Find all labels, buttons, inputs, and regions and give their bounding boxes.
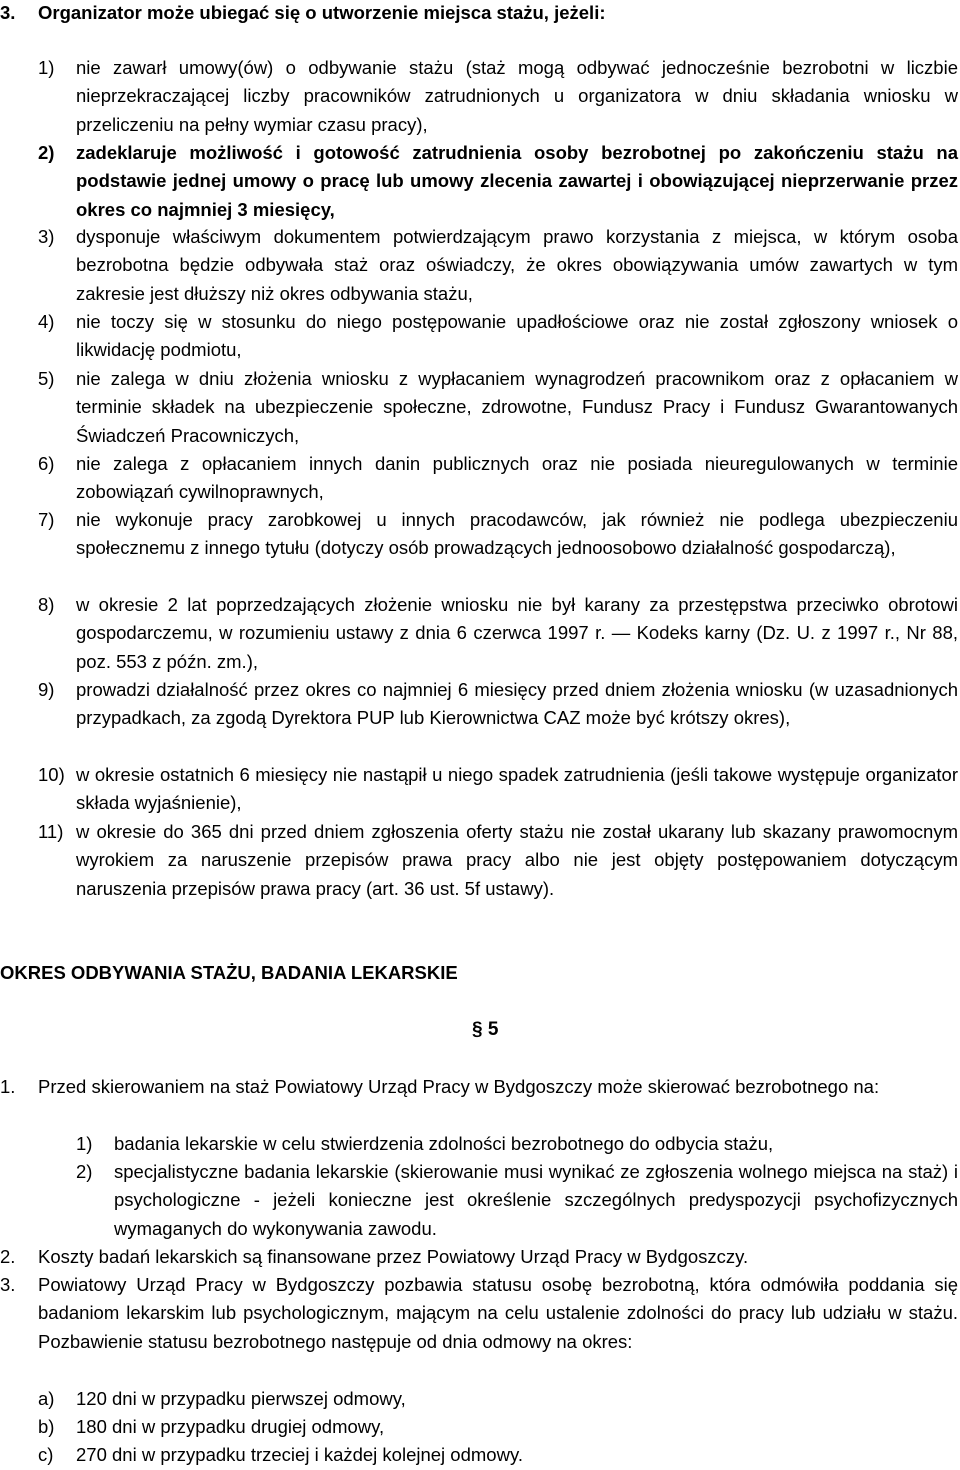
list-item-text: nie toczy się w stosunku do niego postępowanie upadłościowe oraz nie został zgłoszony wniosek o likwidację podmiotu,: [76, 311, 958, 361]
section-3-title-row: [0, 0, 960, 27]
list-item: [38, 450, 958, 507]
point-text: Powiatowy Urząd Pracy w Bydgoszczy pozbawia statusu osobę bezrobotną, która odmówiła poddania się badaniom lekarskim lub psychologicznym, mającym na celu ustalenie zdolności do pracy lub udziału w stażu. Pozbawienie statusu bezrobotnego następuje od dnia odmowy na okres:: [38, 1274, 958, 1352]
list-item-number: 7): [38, 509, 55, 530]
list-item-text: w okresie do 365 dni przed dniem zgłoszenia oferty stażu nie został ukarany lub skazany prawomocnym wyrokiem za naruszenie przepisów prawa pracy albo nie jest objęty postępowaniem dotyczącym naruszenia przepisów prawa pracy (art. 36 ust. 5f ustawy).: [76, 821, 958, 899]
point-number: 1.: [0, 1076, 16, 1097]
point-number: 3.: [0, 1274, 16, 1295]
sub-item-number: c): [38, 1444, 54, 1465]
list-item-number: 2): [38, 142, 55, 163]
sub-item: [38, 1441, 938, 1469]
sub-item-text: 180 dni w przypadku drugiej odmowy,: [76, 1416, 385, 1437]
sub-item-number: b): [38, 1416, 55, 1437]
list-item: [38, 223, 958, 308]
sub-item: [38, 1385, 938, 1413]
section-heading: OKRES ODBYWANIA STAŻU, BADANIA LEKARSKIE: [0, 962, 458, 983]
list-item-number: 11): [38, 821, 64, 842]
list-item: [38, 506, 958, 563]
list-item-text: dysponuje właściwym dokumentem potwierdzającym prawo korzystania z miejsca, w którym osoba bezrobotna będzie odbywała staż oraz oświadczy, że okres obowiązywania umów zawartych w tym zakresie jest dłuższy niż okres odbywania stażu,: [76, 226, 958, 304]
point-number: 2.: [0, 1246, 16, 1267]
list-item-text: nie wykonuje pracy zarobkowej u innych pracodawców, jak również nie podlega ubezpieczeniu społecznemu z innego tytułu (dotyczy osób prowadzących jednoosobowo działalność gospodarczą),: [76, 509, 958, 559]
list-item: [38, 591, 958, 676]
point-text: Koszty badań lekarskich są finansowane przez Powiatowy Urząd Pracy w Bydgoszczy.: [38, 1246, 749, 1267]
sub-item-number: 1): [76, 1133, 93, 1154]
sub-item-number: a): [38, 1388, 55, 1409]
numbered-point: [0, 1271, 958, 1356]
list-item-text: nie zalega z opłacaniem innych danin publicznych oraz nie posiada nieuregulowanych w terminie zobowiązań cywilnoprawnych,: [76, 453, 958, 503]
list-item-text: w okresie ostatnich 6 miesięcy nie nastąpił u niego spadek zatrudnienia (jeśli takowe występuje organizator składa wyjaśnienie),: [76, 764, 958, 814]
list-item: [38, 54, 958, 139]
list-item-number: 1): [38, 57, 55, 78]
list-item-text: zadeklaruje możliwość i gotowość zatrudnienia osoby bezrobotnej po zakończeniu stażu na podstawie jednej umowy o pracę lub umowy zlecenia zawartej i obowiązującej nieprzerwanie przez okres co najmniej 3 miesięcy,: [76, 142, 958, 220]
list-item: [38, 365, 958, 450]
list-item-number: 10): [38, 764, 65, 785]
section-3-number: 3.: [0, 2, 16, 23]
list-item-number: 9): [38, 679, 55, 700]
list-item-text: nie zalega w dniu złożenia wniosku z wypłacaniem wynagrodzeń pracownikom oraz z opłacaniem w terminie składek na ubezpieczenie społeczne, zdrowotne, Fundusz Pracy i Fundusz Gwarantowanych Świadczeń Pracowniczych,: [76, 368, 958, 446]
list-item-number: 3): [38, 226, 55, 247]
sub-item: [76, 1158, 958, 1243]
list-item-number: 8): [38, 594, 55, 615]
list-item: [38, 139, 958, 224]
point-text: Przed skierowaniem na staż Powiatowy Urząd Pracy w Bydgoszczy może skierować bezrobotnego na:: [38, 1076, 880, 1097]
list-item: [38, 761, 958, 818]
sub-item-text: badania lekarskie w celu stwierdzenia zdolności bezrobotnego do odbycia stażu,: [114, 1133, 774, 1154]
list-item-text: prowadzi działalność przez okres co najmniej 6 miesięcy przed dniem złożenia wniosku (w uzasadnionych przypadkach, za zgodą Dyrektora PUP lub Kierownictwa CAZ może być krótszy okres),: [76, 679, 958, 729]
list-item-text: nie zawarł umowy(ów) o odbywanie stażu (staż mogą odbywać jednocześnie bezrobotni w liczbie nieprzekraczającej liczby pracowników zatrudnionych u organizatora w dniu składania wniosku w przeliczeniu na pełny wymiar czasu pracy),: [76, 57, 958, 135]
numbered-point: [0, 1073, 958, 1101]
sub-item-text: 270 dni w przypadku trzeciej i każdej kolejnej odmowy.: [76, 1444, 523, 1465]
list-item-number: 4): [38, 311, 55, 332]
list-item: [38, 818, 958, 903]
sub-item-text: specjalistyczne badania lekarskie (skierowanie musi wynikać ze zgłoszenia wolnego miejsca na staż) i psychologiczne - jeżeli konieczne jest określenie szczególnych predyspozycji psychofizycznych wymaganych do wykonywania zawodu.: [114, 1161, 958, 1239]
list-item-text: w okresie 2 lat poprzedzających złożenie wniosku nie był karany za przestępstwa przeciwko obrotowi gospodarczemu, w rozumieniu ustawy z dnia 6 czerwca 1997 r. — Kodeks karny (Dz. U. z 1997 r., Nr 88, poz. 553 z późn. zm.),: [76, 594, 958, 672]
paragraph-mark: § 5: [472, 1019, 499, 1040]
list-item: [38, 676, 958, 733]
sub-item-text: 120 dni w przypadku pierwszej odmowy,: [76, 1388, 406, 1409]
section-3-title: Organizator może ubiegać się o utworzenie miejsca stażu, jeżeli:: [38, 2, 606, 23]
sub-item: [38, 1413, 938, 1441]
sub-item-number: 2): [76, 1161, 93, 1182]
list-item: [38, 308, 958, 365]
list-item-number: 5): [38, 368, 55, 389]
list-item-number: 6): [38, 453, 55, 474]
numbered-point: [0, 1243, 958, 1271]
sub-item: [76, 1130, 958, 1158]
